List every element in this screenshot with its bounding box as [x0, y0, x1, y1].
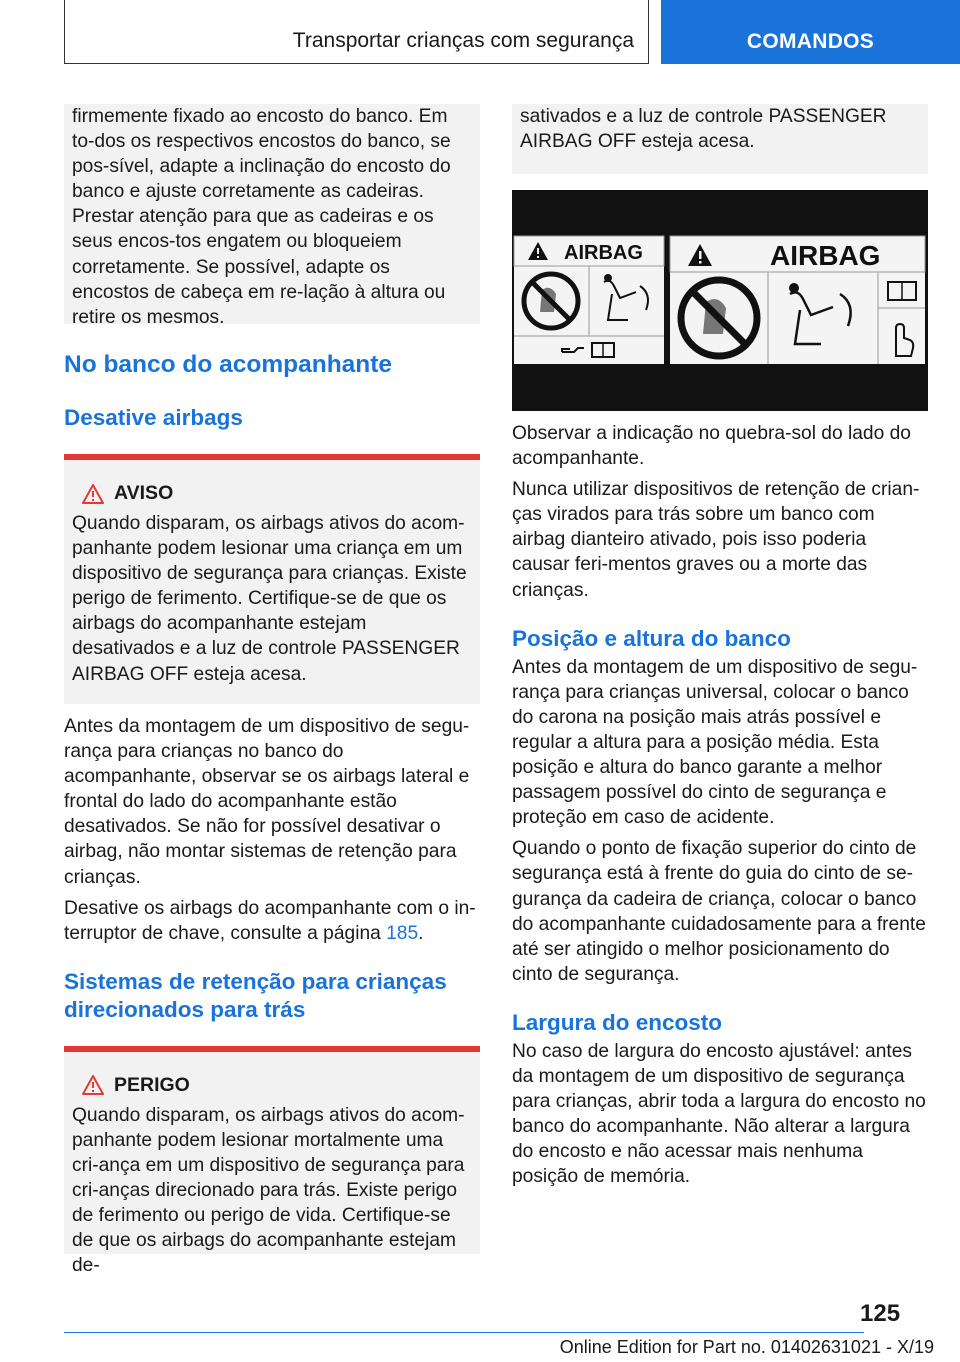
body-paragraph-rear-facing: Nunca utilizar dispositivos de retenção de crian-ças virados para trás sobre um banco com airbag dianteiro ativado, pois isso poderia causar feri-mentos graves ou a morte das crianças. — [512, 479, 920, 601]
warning-triangle-icon — [82, 484, 104, 504]
continued-note-text: firmemente fixado ao encosto do banco. Em to-dos os respectivos encostos do banco, se pos-sível, adapte a inclinação do encosto do banco e ajuste corretamente as cadeiras. Prestar atenção para que as cadeiras e os seus encos-tos engatem ou bloqueiem corretamente. Se possível, adapte os encostos de cabeça em re-lação à altura ou retire os mesmos. — [72, 106, 451, 328]
continued-warning-box — [512, 104, 928, 174]
body-paragraph-2: Desative os airbags do acompanhante com o in-terruptor de chave, consulte a página 185. — [64, 897, 476, 944]
page-reference-link[interactable]: 185 — [386, 922, 419, 944]
danger-triangle-icon — [82, 1075, 104, 1095]
section-heading-passenger-seat: No banco do acompanhante — [64, 351, 393, 378]
header-chapter-tab[interactable] — [661, 0, 960, 64]
right-column — [512, 104, 928, 1189]
subheading-backrest-width: Largura do encosto — [512, 1009, 723, 1035]
footer-divider — [64, 1332, 864, 1333]
subheading-seat-position: Posição e altura do banco — [512, 625, 791, 651]
airbag-label-large-text: AIRBAG — [770, 240, 881, 271]
header-chapter-label: COMANDOS — [746, 30, 875, 53]
airbag-label-small-text: AIRBAG — [564, 242, 643, 264]
body-paragraph-sunvisor: Observar a indicação no quebra-sol do lado do acompanhante. — [512, 423, 911, 470]
footer-edition-text: Online Edition for Part no. 01402631021 - X/19 — [559, 1337, 934, 1357]
airbag-label-illustration — [512, 190, 928, 411]
warning-label: AVISO — [114, 482, 174, 504]
continued-note-box — [64, 104, 480, 328]
left-column — [64, 104, 480, 1277]
body-paragraph-belt-anchor: Quando o ponto de fixação superior do cinto de segurança está à frente do guia do cinto de se-gurança da cadeira de criança, colocar o banco do acompanhante cuidadosamente para a frente até ser atingido o melhor posicionamento do cinto de segurança. — [512, 838, 926, 985]
body-paragraph-backrest-width: No caso de largura do encosto ajustável: antes da montagem de um dispositivo de segurança para crianças, abrir toda a largura do encosto no banco do acompanhante. Não alterar a largura do encosto e não acessar mais nenhuma posição de memória. — [512, 1040, 926, 1188]
body-paragraph-1: Antes da montagem de um dispositivo de segu-rança para crianças no banco do acompanhante, observar se os airbags lateral e frontal do lado do acompanhante estão desativados. Se não for possível desativar o airbag, não montar sistemas de retenção para crianças. — [64, 716, 470, 888]
warning-text: Quando disparam, os airbags ativos do acom-panhante podem lesionar uma criança em um dispositivo de segurança para crianças. Existe perigo de ferimento. Certifique-se de que os airbags do acompanhante estejam desativados e a luz de controle PASSENGER AIRBAG OFF esteja acesa. — [72, 513, 467, 685]
warning-box-aviso — [64, 454, 480, 704]
subheading-deactivate-airbags: Desative airbags — [64, 405, 243, 430]
warning-box-perigo — [64, 1046, 480, 1277]
page-number: 125 — [860, 1300, 901, 1327]
header-section-box — [64, 0, 649, 64]
danger-label: PERIGO — [114, 1073, 190, 1096]
body-paragraph-seat-position: Antes da montagem de um dispositivo de segu-rança para crianças universal, colocar o banco do carona na posição mais atrás possível e regular a altura para a posição média. Esta posição e altura do banco garante a melhor passagem possível do cinto de segurança e proteção em caso de acidente. — [512, 656, 918, 829]
continued-warning-text: sativados e a luz de controle PASSENGER AIRBAG OFF esteja acesa. — [520, 106, 887, 153]
header-section-title: Transportar crianças com segurança — [292, 29, 634, 52]
subheading-rear-facing-seats: Sistemas de retenção para crianças direcionados para trás — [64, 968, 447, 1022]
airbag-warning-label-image — [512, 190, 928, 411]
danger-text: Quando disparam, os airbags ativos do acom-panhante podem lesionar mortalmente uma cri-ança em um dispositivo de segurança para cri-anças direcionado para trás. Existe perigo de ferimento ou perigo de vida. Certifique-se de que os airbags do acompanhante estejam de- — [72, 1104, 465, 1277]
